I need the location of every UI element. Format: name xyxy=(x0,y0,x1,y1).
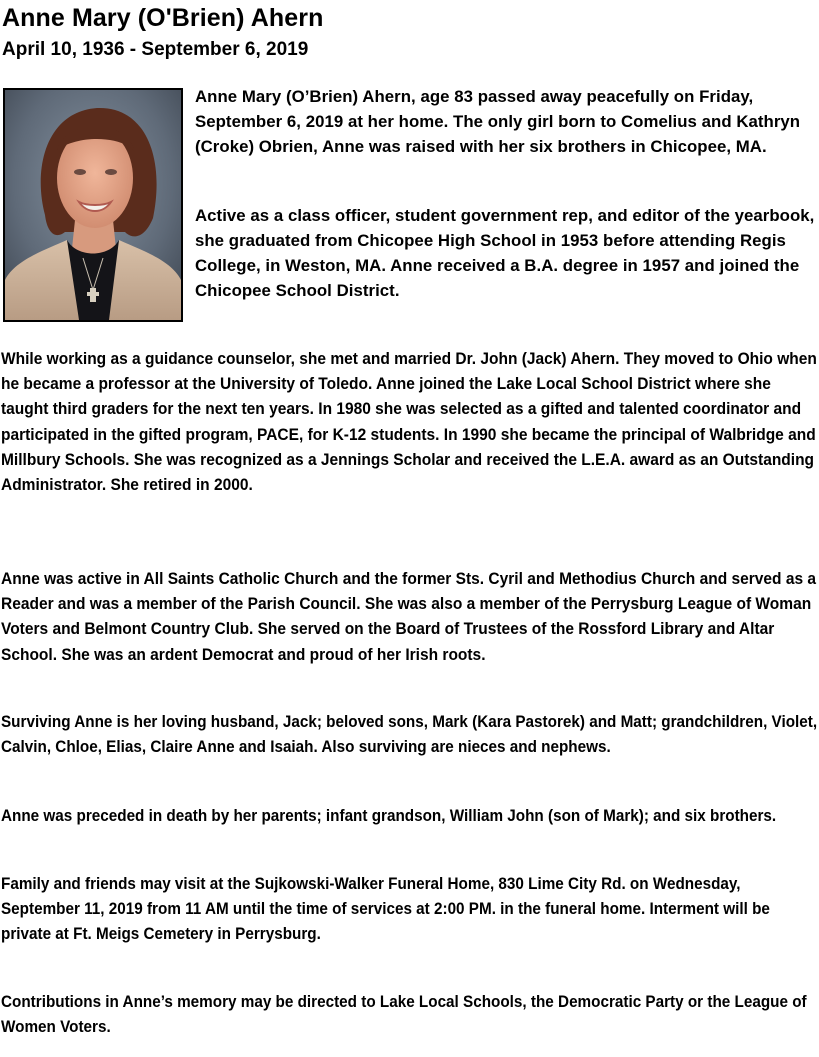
obituary-name: Anne Mary (O'Brien) Ahern xyxy=(2,4,324,32)
portrait-photo xyxy=(3,88,183,322)
paragraph-career: While working as a guidance counselor, she met and married Dr. John (Jack) Ahern. They moved to Ohio when he became a professor at the University of Toledo. Anne joined the Lake Local School District where she taught third graders for the next ten years. In 1980 she was selected as a gifted and talented coordinator and participated in the gifted program, PACE, for K-12 students. In 1990 she became the principal of Walbridge and Millbury Schools. She was recognized as a Jennings Scholar and received the L.E.A. award as an Outstanding Administrator. She retired in 2000. xyxy=(1,349,817,495)
paragraph-services: Family and friends may visit at the Sujkowski-Walker Funeral Home, 830 Lime City Rd. on Wednesday, September 11, 2019 from 11 AM until the time of services at 2:00 PM. in the funeral home. Interment will be private at Ft. Meigs Cemetery in Perrysburg. xyxy=(1,874,770,944)
paragraph-preceded: Anne was preceded in death by her parents; infant grandson, William John (son of Mark); and six brothers. xyxy=(1,806,777,825)
paragraph-contributions: Contributions in Anne’s memory may be directed to Lake Local Schools, the Democratic Party or the League of Women Voters. xyxy=(1,992,807,1037)
portrait-illustration xyxy=(5,90,181,320)
paragraph-community: Anne was active in All Saints Catholic Church and the former Sts. Cyril and Methodius Church and served as a Reader and was a member of the Parish Council. She was also a member of the Perrysburg League of Woman Voters and Belmont Country Club. She served on the Board of Trustees of the Rossford Library and Altar School. She was an ardent Democrat and proud of her Irish roots. xyxy=(1,569,817,664)
paragraph-intro: Anne Mary (O’Brien) Ahern, age 83 passed away peacefully on Friday, September 6, 2019 at her home. The only girl born to Comelius and Kathryn (Croke) Obrien, Anne was raised with her six brothers in Chicopee, MA. xyxy=(195,87,801,156)
life-dates: April 10, 1936 - September 6, 2019 xyxy=(2,39,309,60)
paragraph-survivors: Surviving Anne is her loving husband, Jack; beloved sons, Mark (Kara Pastorek) and Matt; grandchildren, Violet, Calvin, Chloe, Elias, Claire Anne and Isaiah. Also surviving are nieces and nephews. xyxy=(1,712,818,757)
paragraph-education: Active as a class officer, student government rep, and editor of the yearbook, she graduated from Chicopee High School in 1953 before attending Regis College, in Weston, MA. Anne received a B.A. degree in 1957 and joined the Chicopee School District. xyxy=(195,206,815,300)
